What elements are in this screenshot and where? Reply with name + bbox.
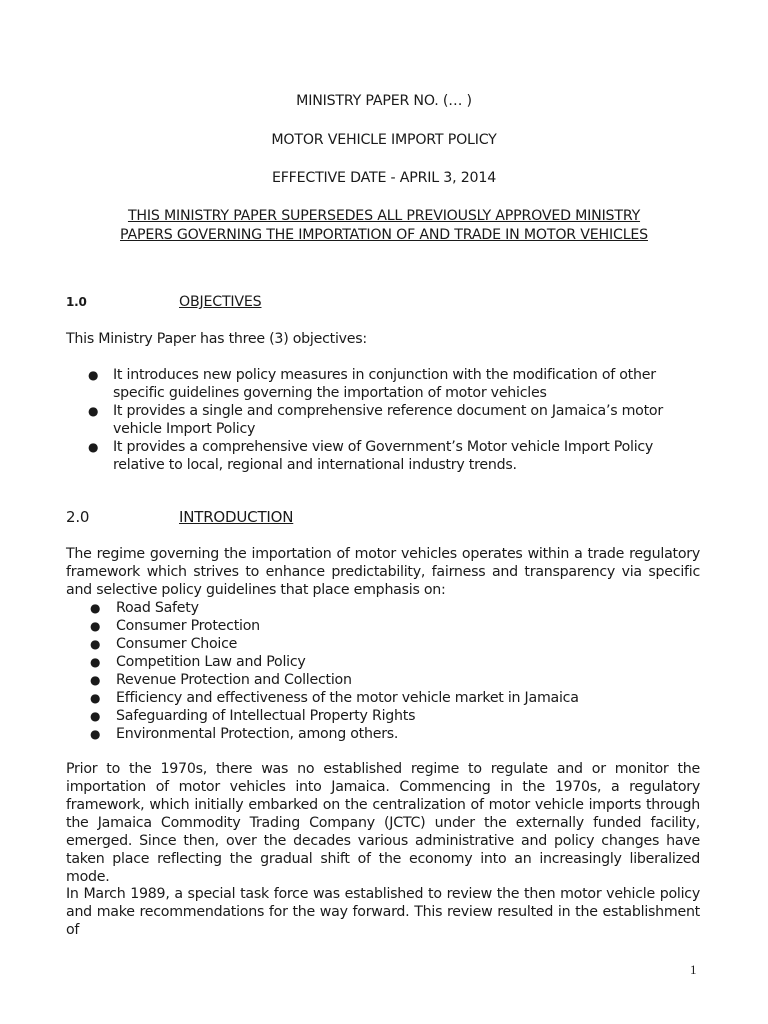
section-2-number: 2.0 xyxy=(66,508,90,526)
section-1-title: OBJECTIVES xyxy=(179,294,262,310)
effective-date: EFFECTIVE DATE - APRIL 3, 2014 xyxy=(271,170,497,186)
section-2-title: INTRODUCTION xyxy=(179,508,294,526)
bullet-icon: ● xyxy=(90,691,101,705)
list-item: ● Safeguarding of Intellectual Property Rights xyxy=(90,708,416,724)
task-force-paragraph: In March 1989, a special task force was established to review the then motor vehicle policy and make recommendations for the way forward. This review resulted in the establishment of xyxy=(66,886,700,938)
ministry-paper-number: MINISTRY PAPER NO. (… ) xyxy=(296,93,472,109)
bullet-icon: ● xyxy=(90,709,101,723)
section-1-number: 1.0 xyxy=(66,295,87,309)
bullet-icon: ● xyxy=(90,619,101,633)
supersedes-line-2: PAPERS GOVERNING THE IMPORTATION OF AND TRADE IN MOTOR VEHICLES xyxy=(120,227,648,243)
introduction-paragraph: The regime governing the importation of motor vehicles operates within a trade regulatory framework which strives to enhance predictability, fairness and transparency via specific and selective policy guidelines that place emphasis on: xyxy=(66,546,700,598)
list-item: ● Consumer Choice xyxy=(90,636,238,652)
bullet-icon: ● xyxy=(90,655,101,669)
bullet-icon: ● xyxy=(90,673,101,687)
bullet-icon: ● xyxy=(90,637,101,651)
list-item: ● Efficiency and effectiveness of the motor vehicle market in Jamaica xyxy=(90,690,579,706)
section-2-heading xyxy=(66,508,466,530)
bullet-icon: ● xyxy=(88,404,99,418)
objectives-list xyxy=(66,366,702,474)
supersedes-line-1: THIS MINISTRY PAPER SUPERSEDES ALL PREVIOUSLY APPROVED MINISTRY xyxy=(127,208,641,224)
history-paragraph: Prior to the 1970s, there was no established regime to regulate and or monitor the importation of motor vehicles into Jamaica. Commencing in the 1970s, a regulatory framework, which initially embarked on the centralization of motor vehicle imports through the Jamaica Commodity Trading Company (JCTC) under the externally funded facility, emerged. Since then, over the decades various administrative and policy changes have taken place reflecting the gradual shift of the economy into an increasingly liberalized mode. xyxy=(66,761,700,885)
policy-title: MOTOR VEHICLE IMPORT POLICY xyxy=(271,132,497,148)
list-item: ● Consumer Protection xyxy=(90,618,260,634)
bullet-icon: ● xyxy=(90,727,101,741)
list-item: ● Competition Law and Policy xyxy=(90,654,306,670)
supersedes-notice xyxy=(66,207,702,245)
list-item: ● Revenue Protection and Collection xyxy=(90,672,352,688)
list-item: ● Road Safety xyxy=(90,600,199,616)
section-1-heading xyxy=(66,294,466,314)
bullet-icon: ● xyxy=(88,440,99,454)
bullet-icon: ● xyxy=(88,368,99,382)
list-item: ● It provides a comprehensive view of Government’s Motor vehicle Import Policy relative to local, regional and international industry trends. xyxy=(88,439,654,473)
list-item: ● It provides a single and comprehensive reference document on Jamaica’s motor vehicle Import Policy xyxy=(88,403,663,437)
page-number: 1 xyxy=(690,962,697,977)
list-item: ● It introduces new policy measures in conjunction with the modification of other specific guidelines governing the importation of motor vehicles xyxy=(88,367,656,401)
bullet-icon: ● xyxy=(90,601,101,615)
list-item: ● Environmental Protection, among others. xyxy=(90,726,399,742)
objectives-intro: This Ministry Paper has three (3) objectives: xyxy=(66,331,367,347)
emphasis-list xyxy=(66,599,702,743)
